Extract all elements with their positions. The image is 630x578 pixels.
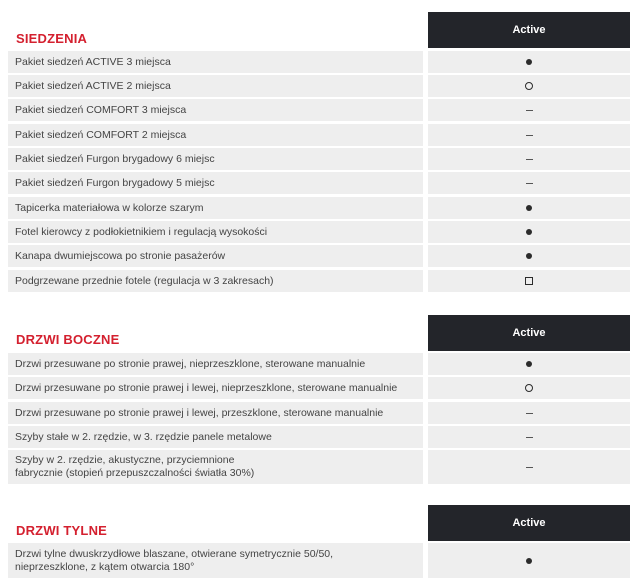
row-value — [428, 221, 630, 243]
table-row — [0, 172, 630, 194]
table-row — [0, 197, 630, 219]
row-label: Podgrzewane przednie fotele (regulacja w 3 zakresach) — [8, 270, 423, 292]
table-row — [0, 543, 630, 578]
table-row — [0, 221, 630, 243]
row-value — [428, 450, 630, 484]
row-value — [428, 172, 630, 194]
row-value — [428, 124, 630, 146]
row-label: Pakiet siedzeń COMFORT 3 miejsca — [8, 99, 423, 121]
row-value — [428, 270, 630, 292]
unavailable-dash-icon — [526, 413, 533, 414]
optional-circle-icon — [525, 82, 533, 90]
standard-dot-icon — [526, 205, 532, 211]
row-label: Pakiet siedzeń ACTIVE 3 miejsca — [8, 51, 423, 73]
unavailable-dash-icon — [526, 183, 533, 184]
table-row — [0, 402, 630, 424]
row-value — [428, 353, 630, 375]
row-label: Pakiet siedzeń COMFORT 2 miejsca — [8, 124, 423, 146]
section-title: SIEDZENIA — [16, 31, 88, 46]
row-label: Tapicerka materiałowa w kolorze szarym — [8, 197, 423, 219]
unavailable-dash-icon — [526, 135, 533, 136]
table-row — [0, 148, 630, 170]
row-label: Fotel kierowcy z podłokietnikiem i regulacją wysokości — [8, 221, 423, 243]
row-value — [428, 51, 630, 73]
section-title: DRZWI BOCZNE — [16, 332, 120, 347]
standard-dot-icon — [526, 558, 532, 564]
unavailable-dash-icon — [526, 159, 533, 160]
table-row — [0, 245, 630, 267]
row-value — [428, 99, 630, 121]
row-label: Pakiet siedzeń Furgon brygadowy 6 miejsc — [8, 148, 423, 170]
row-value — [428, 197, 630, 219]
unavailable-dash-icon — [526, 467, 533, 468]
column-header-active: Active — [428, 505, 630, 541]
row-value — [428, 148, 630, 170]
table-row — [0, 377, 630, 399]
table-row — [0, 270, 630, 292]
row-label: Szyby w 2. rzędzie, akustyczne, przyciemnione fabrycznie (stopień przepuszczalności światła 30%) — [8, 450, 423, 484]
row-value — [428, 377, 630, 399]
unavailable-dash-icon — [526, 437, 533, 438]
row-label: Drzwi tylne dwuskrzydłowe blaszane, otwierane symetrycznie 50/50, nieprzeszklone, z kątem otwarcia 180° — [8, 543, 423, 578]
unavailable-dash-icon — [526, 110, 533, 111]
standard-dot-icon — [526, 253, 532, 259]
row-label: Szyby stałe w 2. rzędzie, w 3. rzędzie panele metalowe — [8, 426, 423, 448]
row-label: Pakiet siedzeń Furgon brygadowy 5 miejsc — [8, 172, 423, 194]
row-label: Kanapa dwumiejscowa po stronie pasażerów — [8, 245, 423, 267]
row-value — [428, 75, 630, 97]
row-label: Drzwi przesuwane po stronie prawej i lewej, przeszklone, sterowane manualnie — [8, 402, 423, 424]
row-label: Drzwi przesuwane po stronie prawej, nieprzeszklone, sterowane manualnie — [8, 353, 423, 375]
standard-dot-icon — [526, 229, 532, 235]
row-label: Pakiet siedzeń ACTIVE 2 miejsca — [8, 75, 423, 97]
table-row — [0, 51, 630, 73]
column-header-active: Active — [428, 315, 630, 351]
row-value — [428, 426, 630, 448]
row-value — [428, 402, 630, 424]
table-row — [0, 124, 630, 146]
table-row — [0, 426, 630, 448]
optional-circle-icon — [525, 384, 533, 392]
row-value — [428, 543, 630, 578]
row-label: Drzwi przesuwane po stronie prawej i lewej, nieprzeszklone, sterowane manualnie — [8, 377, 423, 399]
table-row — [0, 75, 630, 97]
section-title: DRZWI TYLNE — [16, 523, 108, 538]
standard-dot-icon — [526, 361, 532, 367]
table-row — [0, 353, 630, 375]
column-header-active: Active — [428, 12, 630, 48]
table-row — [0, 450, 630, 484]
table-row — [0, 99, 630, 121]
package-square-icon — [525, 277, 533, 285]
row-value — [428, 245, 630, 267]
standard-dot-icon — [526, 59, 532, 65]
